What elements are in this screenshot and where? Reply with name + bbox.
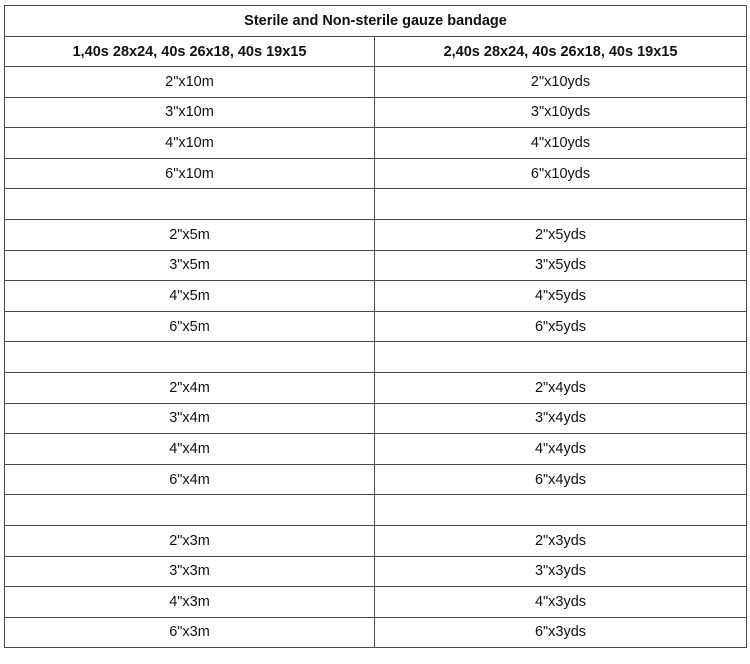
table-row bbox=[5, 250, 747, 281]
size-imperial-cell: 6"x4yds bbox=[375, 464, 747, 495]
spacer-row bbox=[5, 189, 747, 220]
table-row bbox=[5, 525, 747, 556]
size-imperial-cell: 6"x3yds bbox=[375, 617, 747, 648]
table-title-row bbox=[5, 6, 747, 37]
size-imperial-cell: 2"x4yds bbox=[375, 372, 747, 403]
size-metric-cell: 3"x10m bbox=[5, 97, 375, 128]
size-imperial-cell: 4"x4yds bbox=[375, 434, 747, 465]
table-title: Sterile and Non-sterile gauze bandage bbox=[5, 6, 747, 37]
size-metric-cell: 6"x5m bbox=[5, 311, 375, 342]
size-imperial-cell: 2"x10yds bbox=[375, 67, 747, 98]
table-row bbox=[5, 97, 747, 128]
size-imperial-cell: 3"x4yds bbox=[375, 403, 747, 434]
size-imperial-cell: 4"x5yds bbox=[375, 281, 747, 312]
size-metric-cell: 4"x4m bbox=[5, 434, 375, 465]
spec-table-body bbox=[5, 6, 747, 648]
table-row bbox=[5, 219, 747, 250]
size-imperial-cell: 3"x5yds bbox=[375, 250, 747, 281]
size-metric-cell: 3"x3m bbox=[5, 556, 375, 587]
table-row bbox=[5, 587, 747, 618]
gauze-bandage-spec-table bbox=[4, 5, 747, 648]
size-metric-cell: 6"x4m bbox=[5, 464, 375, 495]
size-imperial-cell: 6"x5yds bbox=[375, 311, 747, 342]
size-metric-cell: 4"x10m bbox=[5, 128, 375, 159]
size-metric-cell: 3"x5m bbox=[5, 250, 375, 281]
size-imperial-cell: 3"x3yds bbox=[375, 556, 747, 587]
size-metric-cell bbox=[5, 495, 375, 526]
table-header-row bbox=[5, 37, 747, 67]
size-metric-cell bbox=[5, 189, 375, 220]
size-imperial-cell bbox=[375, 495, 747, 526]
size-metric-cell: 4"x3m bbox=[5, 587, 375, 618]
table-row bbox=[5, 311, 747, 342]
table-row bbox=[5, 464, 747, 495]
size-metric-cell: 3"x4m bbox=[5, 403, 375, 434]
size-metric-cell: 6"x10m bbox=[5, 158, 375, 189]
size-metric-cell: 2"x10m bbox=[5, 67, 375, 98]
size-imperial-cell: 6"x10yds bbox=[375, 158, 747, 189]
size-imperial-cell: 4"x10yds bbox=[375, 128, 747, 159]
table-row bbox=[5, 128, 747, 159]
table-row bbox=[5, 617, 747, 648]
size-imperial-cell bbox=[375, 189, 747, 220]
table-row bbox=[5, 158, 747, 189]
size-metric-cell: 4"x5m bbox=[5, 281, 375, 312]
size-imperial-cell: 2"x5yds bbox=[375, 219, 747, 250]
table-row bbox=[5, 372, 747, 403]
size-metric-cell: 6"x3m bbox=[5, 617, 375, 648]
column-header-imperial: 2,40s 28x24, 40s 26x18, 40s 19x15 bbox=[375, 37, 747, 67]
spacer-row bbox=[5, 495, 747, 526]
size-imperial-cell bbox=[375, 342, 747, 373]
size-metric-cell: 2"x3m bbox=[5, 525, 375, 556]
column-header-metric: 1,40s 28x24, 40s 26x18, 40s 19x15 bbox=[5, 37, 375, 67]
size-imperial-cell: 3"x10yds bbox=[375, 97, 747, 128]
table-row bbox=[5, 434, 747, 465]
spacer-row bbox=[5, 342, 747, 373]
size-imperial-cell: 4"x3yds bbox=[375, 587, 747, 618]
size-metric-cell: 2"x4m bbox=[5, 372, 375, 403]
size-metric-cell: 2"x5m bbox=[5, 219, 375, 250]
table-row bbox=[5, 67, 747, 98]
size-imperial-cell: 2"x3yds bbox=[375, 525, 747, 556]
table-row bbox=[5, 556, 747, 587]
table-row bbox=[5, 281, 747, 312]
table-row bbox=[5, 403, 747, 434]
size-metric-cell bbox=[5, 342, 375, 373]
